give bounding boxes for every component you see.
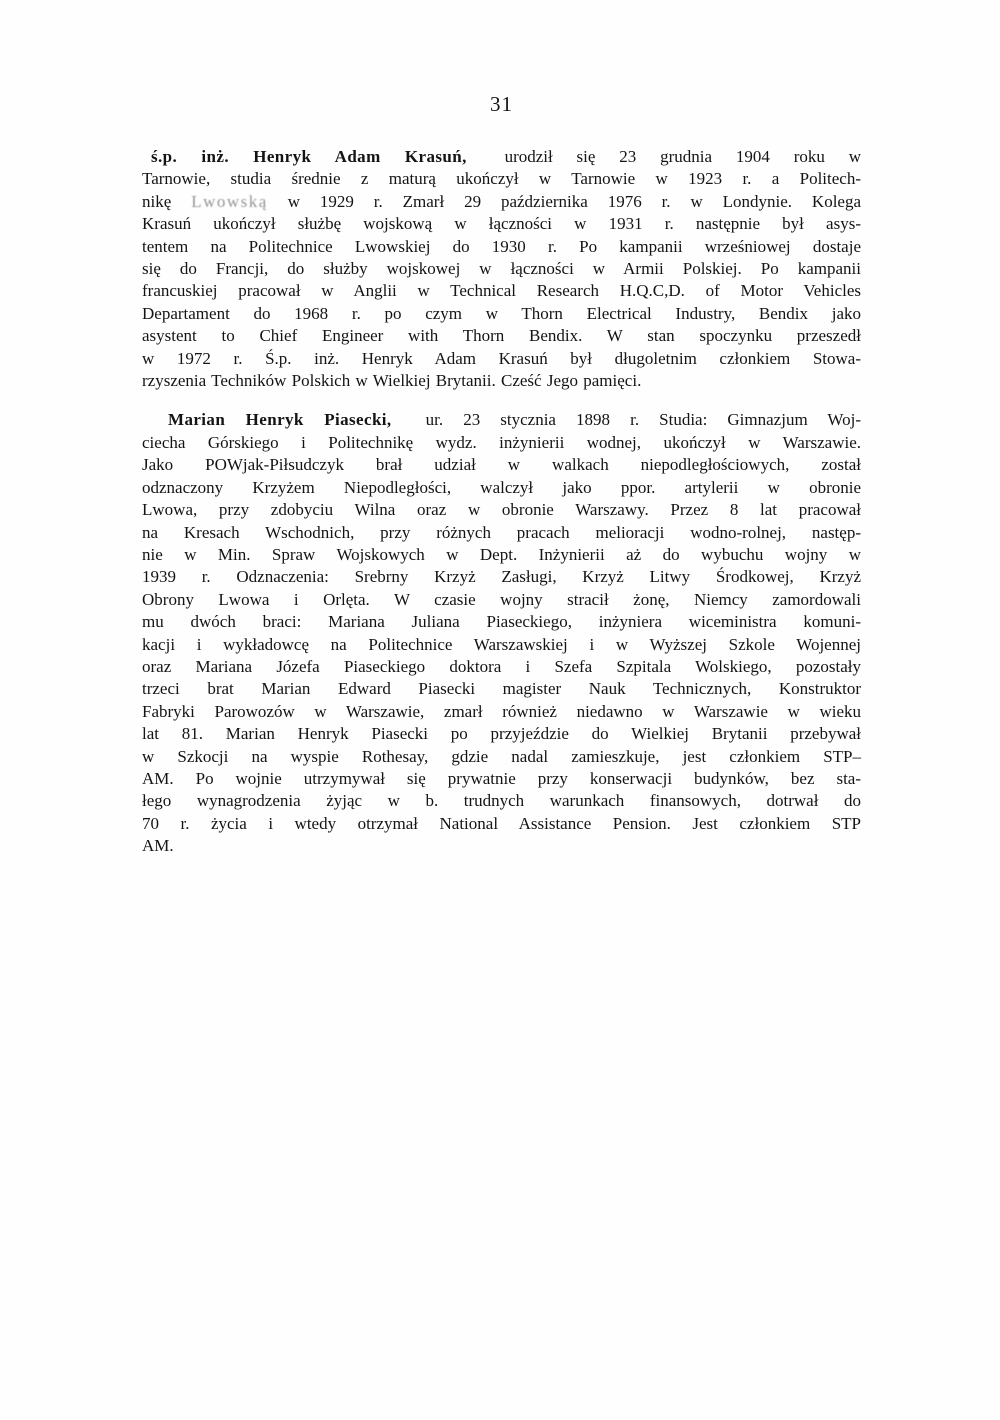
obituary-paragraph-krasun <box>142 146 861 392</box>
text-line: AM. Po wojnie utrzymywał się prywatnie przy konserwacji budynków, bez sta- <box>142 768 861 788</box>
person-name-lead: ś.p. inż. Henryk Adam Krasuń, <box>151 147 467 166</box>
text-line: Jako POWjak-Piłsudczyk brał udział w walkach niepodległościowych, został <box>142 455 861 475</box>
text-line: ciecha Górskiego i Politechnikę wydz. inżynierii wodnej, ukończył w Warszawie. <box>142 432 861 452</box>
text-line: Departament do 1968 r. po czym w Thorn Electrical Industry, Bendix jako <box>142 303 861 323</box>
text-line: 70 r. życia i wtedy otrzymał National Assistance Pension. Jest członkiem STP <box>142 813 861 833</box>
text-run: ur. 23 stycznia 1898 r. Studia: Gimnazjum Woj- <box>425 410 861 430</box>
text-line: Krasuń ukończył służbę wojskową w łączności w 1931 r. następnie był asys- <box>142 214 861 234</box>
text-run: urodził się 23 grudnia 1904 roku w <box>504 147 861 166</box>
text-line <box>142 146 861 168</box>
text-line: nie w Min. Spraw Wojskowych w Dept. Inżynierii aż do wybuchu wojny w <box>142 544 861 564</box>
text-line: w Szkocji na wyspie Rothesay, gdzie nadal zamieszkuje, jest członkiem STP– <box>142 746 861 766</box>
text-run: nikę <box>142 191 172 211</box>
page-number: 31 <box>490 92 513 116</box>
text-line <box>142 191 861 213</box>
text-line: Obrony Lwowa i Orlęta. W czasie wojny stracił żonę, Niemcy zamordowali <box>142 589 861 609</box>
text-line: Lwowa, przy zdobyciu Wilna oraz w obronie Warszawy. Przez 8 lat pracował <box>142 500 861 520</box>
text-line: odznaczony Krzyżem Niepodległości, walczył jako ppor. artylerii w obronie <box>142 477 861 497</box>
text-line: francuskiej pracował w Anglii w Technical Research H.Q.C,D. of Motor Vehicles <box>142 281 861 301</box>
text-line: łego wynagrodzenia żyjąc w b. trudnych warunkach finansowych, dotrwał do <box>142 791 861 811</box>
text-line: rzyszenia Techników Polskich w Wielkiej Brytanii. Cześć Jego pamięci. <box>142 371 642 391</box>
faded-word: Lwowską <box>191 191 268 211</box>
text-line: Tarnowie, studia średnie z maturą ukończył w Tarnowie w 1923 r. a Politech- <box>142 169 861 189</box>
text-line: w 1972 r. Ś.p. inż. Henryk Adam Krasuń był długoletnim członkiem Stowa- <box>142 348 861 368</box>
text-line: trzeci brat Marian Edward Piasecki magister Nauk Technicznych, Konstruktor <box>142 679 861 699</box>
text-line: AM. <box>142 836 174 856</box>
text-line: asystent to Chief Engineer with Thorn Bendix. W stan spoczynku przeszedł <box>142 326 861 346</box>
text-line: 1939 r. Odznaczenia: Srebrny Krzyż Zasługi, Krzyż Litwy Środkowej, Krzyż <box>142 567 861 587</box>
document-page <box>142 146 861 858</box>
text-line: Fabryki Parowozów w Warszawie, zmarł również niedawno w Warszawie w wieku <box>142 701 861 721</box>
text-line: kacji i wykładowcę na Politechnice Warszawskiej i w Wyższej Szkole Wojennej <box>142 634 861 654</box>
text-line: mu dwóch braci: Mariana Juliana Piaseckiego, inżyniera wiceministra komuni- <box>142 612 861 632</box>
text-line <box>142 409 861 431</box>
text-line: tentem na Politechnice Lwowskiej do 1930 r. Po kampanii wrześniowej dostaje <box>142 236 861 256</box>
person-name-lead: Marian Henryk Piasecki, <box>168 410 392 430</box>
obituary-paragraph-piasecki <box>142 409 861 857</box>
text-line: oraz Mariana Józefa Piaseckiego doktora i Szefa Szpitala Wolskiego, pozostały <box>142 656 861 676</box>
text-line: lat 81. Marian Henryk Piasecki po przyjeździe do Wielkiej Brytanii przebywał <box>142 724 861 744</box>
text-run: w 1929 r. Zmarł 29 października 1976 r. w Londynie. Kolega <box>287 191 862 211</box>
text-line: na Kresach Wschodnich, przy różnych pracach melioracji wodno-rolnej, następ- <box>142 522 861 542</box>
text-line: się do Francji, do służby wojskowej w łączności w Armii Polskiej. Po kampanii <box>142 259 861 279</box>
